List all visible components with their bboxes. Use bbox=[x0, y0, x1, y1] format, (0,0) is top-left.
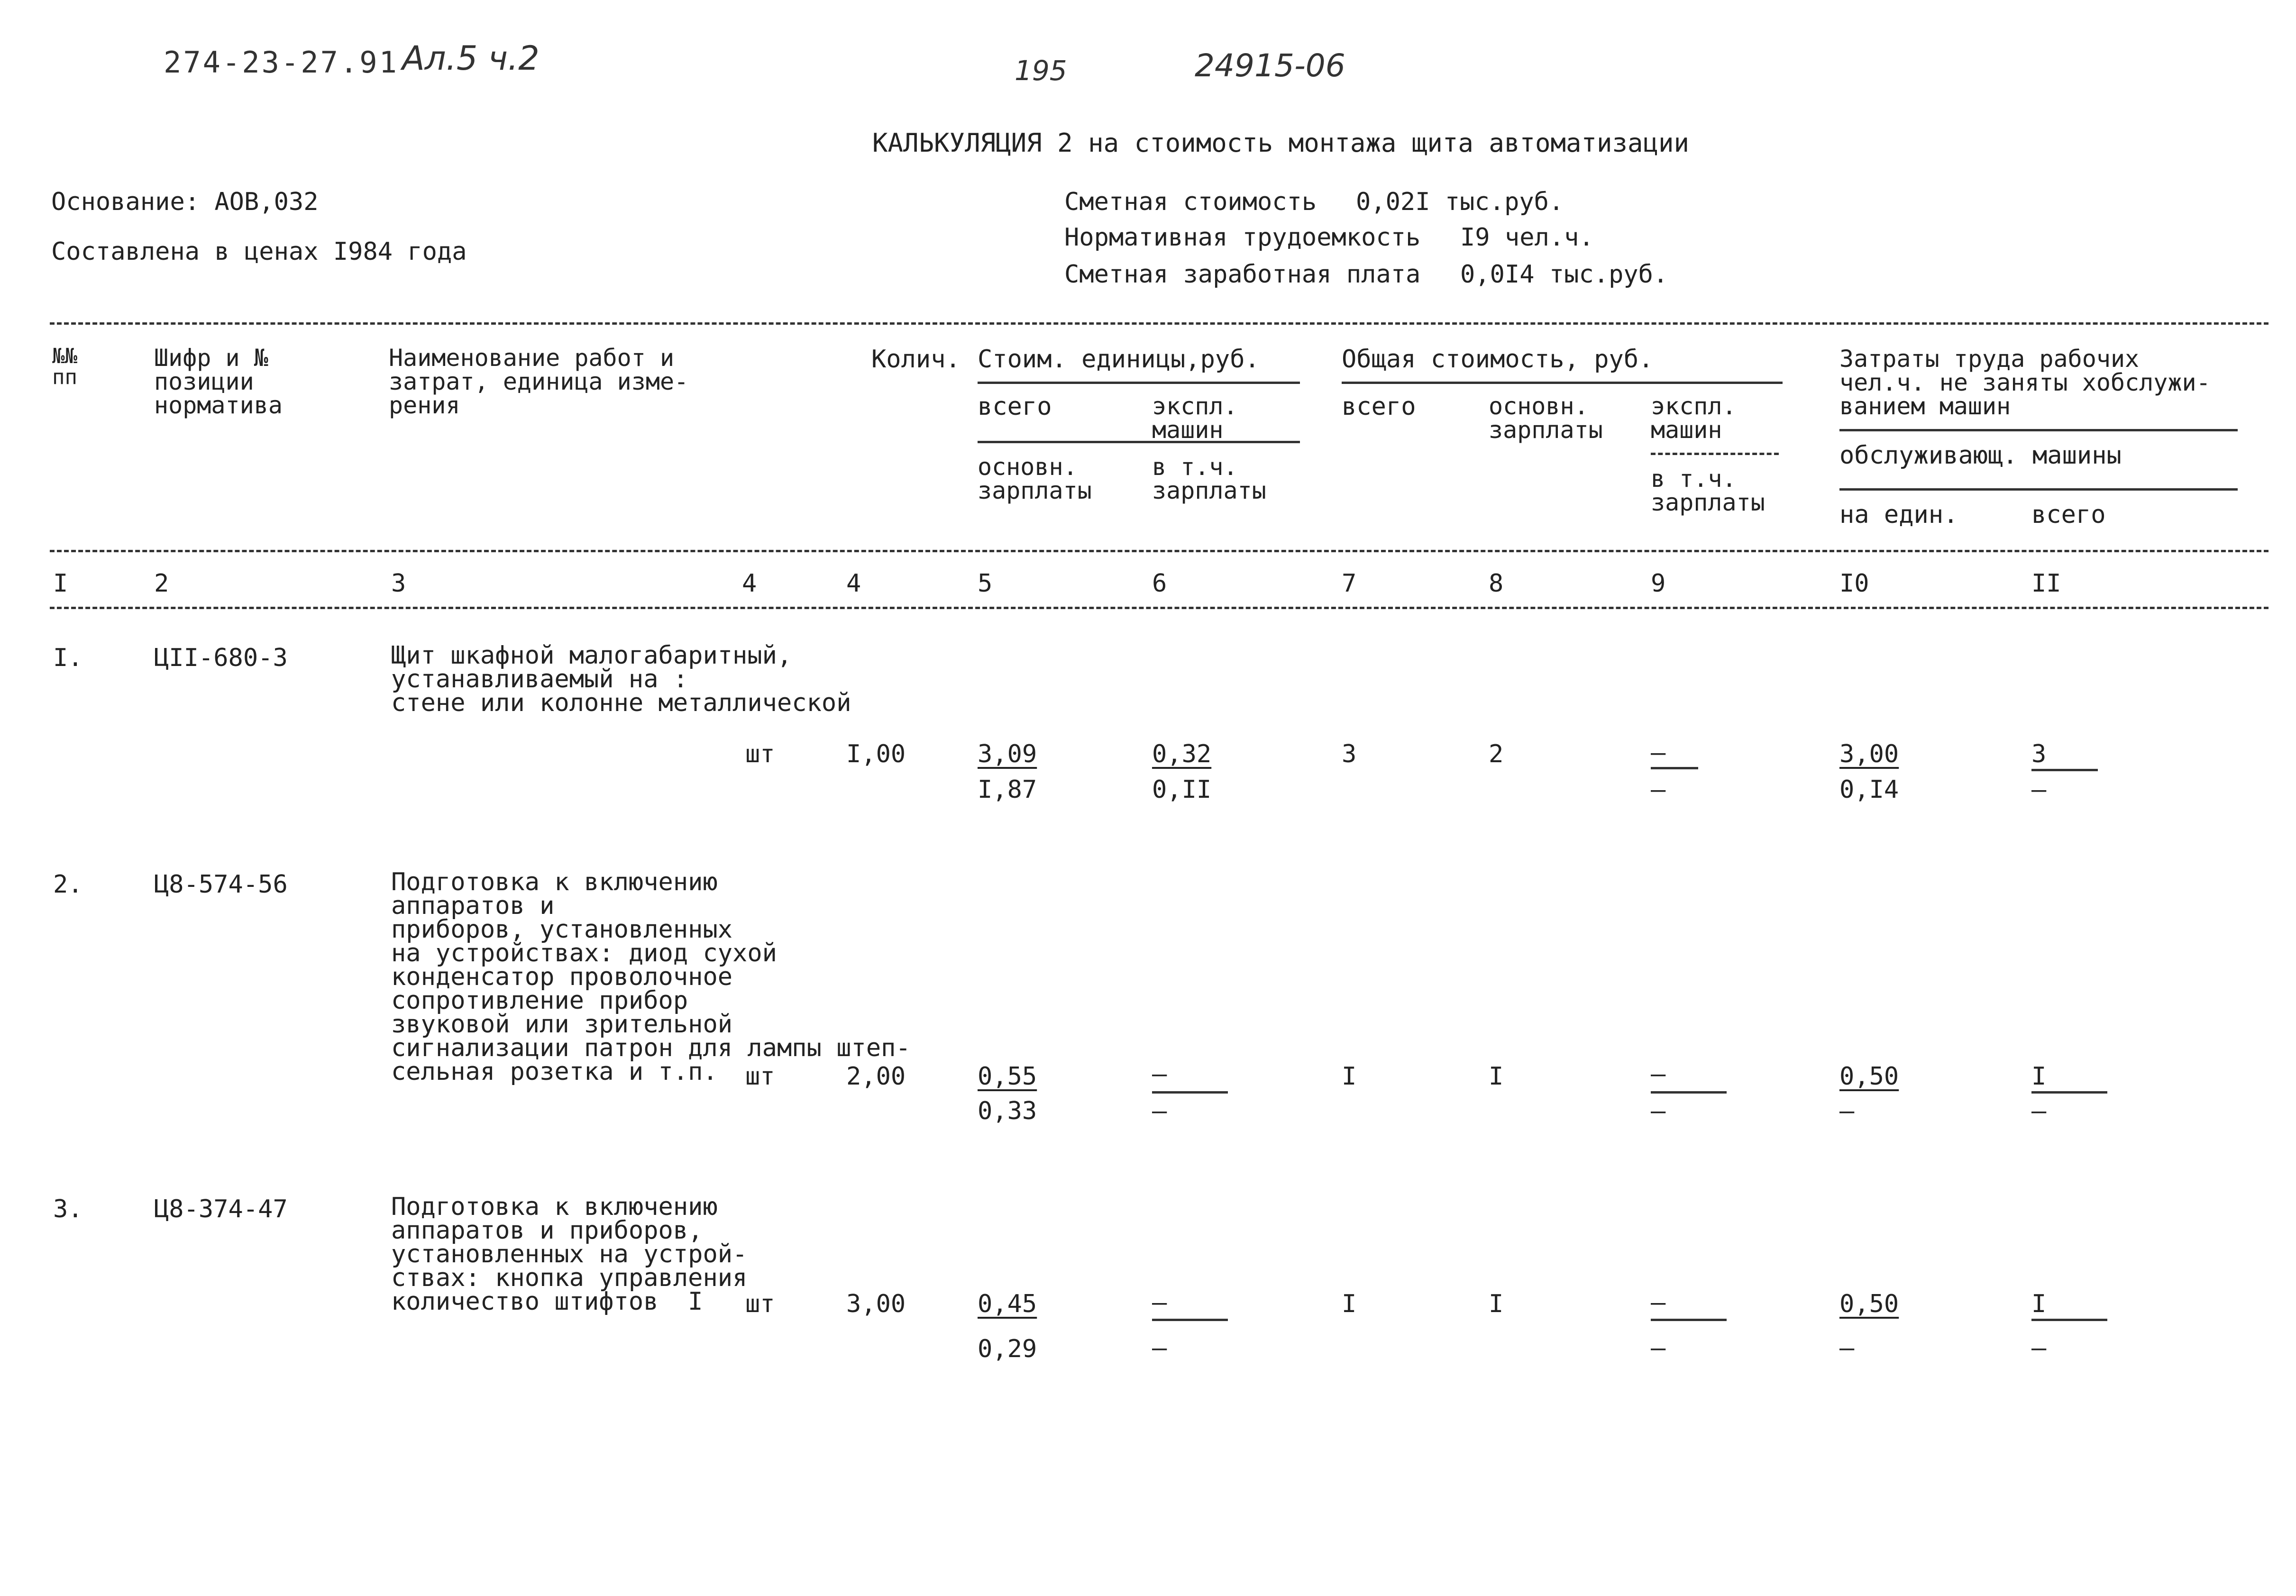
row2-unit-machine-underline bbox=[1152, 1091, 1228, 1094]
row2-total-incl-wage: – bbox=[1651, 1097, 1666, 1125]
row1-unit-incl-wage: 0,II bbox=[1152, 775, 1212, 804]
row1-name: Щит шкафной малогабаритный, устанавливаемый на : стене или колонне металлической bbox=[391, 641, 851, 717]
row2-code: Ц8-574-56 bbox=[154, 870, 288, 899]
row2-unit-wage: 0,33 bbox=[978, 1097, 1037, 1125]
colnum-4a: 4 bbox=[742, 569, 757, 598]
row3-code: Ц8-374-47 bbox=[154, 1195, 288, 1223]
row1-total-total: 3 bbox=[1342, 740, 1357, 768]
row2-num: 2. bbox=[53, 870, 83, 899]
row2-unit-machine: – bbox=[1152, 1060, 1167, 1088]
row3-labor-unit-bottom: – bbox=[1839, 1334, 1855, 1362]
header-labor-total: всего bbox=[2031, 501, 2106, 529]
colnum-10: I0 bbox=[1839, 569, 1869, 598]
row2-labor-total-top: I bbox=[2031, 1062, 2047, 1091]
labor-rule bbox=[1839, 429, 2238, 431]
document-title: КАЛЬКУЛЯЦИЯ 2 на стоимость монтажа щита автоматизации bbox=[872, 128, 1690, 158]
row2-name: Подготовка к включению аппаратов и приборов, установленных на устройствах: диод сухой конденсатор проволочное сопротивление прибор звуковой или зрительной сигнализации патрон для лампы штеп- сельная розетка и т.п. bbox=[391, 868, 911, 1086]
header-unit-cost: Стоим. единицы,руб. bbox=[978, 345, 1260, 374]
row2-qty: 2,00 bbox=[846, 1062, 906, 1091]
row1-labor-unit-bottom: 0,I4 bbox=[1839, 775, 1899, 804]
header-col-code: Шифр и № позиции норматива bbox=[154, 344, 283, 419]
header-bottom-rule bbox=[50, 550, 2269, 552]
row2-total-machine: – bbox=[1651, 1060, 1666, 1088]
row3-total-total: I bbox=[1342, 1290, 1357, 1318]
row3-total-machine-underline bbox=[1651, 1319, 1727, 1321]
colnum-4b: 4 bbox=[846, 569, 861, 598]
doc-code: 274-23-27.91 bbox=[164, 45, 399, 80]
row3-labor-total-top: I bbox=[2031, 1290, 2047, 1318]
row2-labor-total-underline bbox=[2031, 1091, 2107, 1094]
header-total-machine: экспл. машин bbox=[1651, 392, 1737, 444]
row1-unit-machine: 0,32 bbox=[1152, 740, 1212, 768]
row1-code: ЦII-680-3 bbox=[154, 644, 288, 672]
row3-num: 3. bbox=[53, 1195, 83, 1223]
row3-unit-total: 0,45 bbox=[978, 1290, 1037, 1318]
header-unit-total: всего bbox=[978, 392, 1052, 421]
colnum-6: 6 bbox=[1152, 569, 1167, 598]
row3-labor-unit-top: 0,50 bbox=[1839, 1290, 1899, 1318]
estimated-cost-value: 0,02I тыс.руб. bbox=[1356, 188, 1564, 216]
unit-cost-rule-2 bbox=[978, 441, 1300, 443]
row3-unit: шт bbox=[745, 1290, 775, 1318]
row1-num: I. bbox=[53, 644, 83, 672]
colnum-2: 2 bbox=[154, 569, 169, 598]
row2-unit-total: 0,55 bbox=[978, 1062, 1037, 1091]
labor-label: Нормативная трудоемкость bbox=[1064, 223, 1421, 252]
row2-total-total: I bbox=[1342, 1062, 1357, 1091]
row3-labor-total-bottom: – bbox=[2031, 1334, 2047, 1362]
row1-qty: I,00 bbox=[846, 740, 906, 768]
row3-name: Подготовка к включению аппаратов и приборов, установленных на устрой- ствах: кнопка управления количество штифтов I bbox=[391, 1193, 748, 1316]
row3-total-incl-wage: – bbox=[1651, 1334, 1666, 1362]
header-labor-service: обслуживающ. машины bbox=[1839, 441, 2122, 470]
header-unit-wage: основн. зарплаты bbox=[978, 453, 1092, 504]
wage-value: 0,0I4 тыс.руб. bbox=[1460, 260, 1668, 289]
header-total-total: всего bbox=[1342, 392, 1416, 421]
row1-unit: шт bbox=[745, 740, 775, 768]
row2-unit: шт bbox=[745, 1062, 775, 1091]
row2-labor-unit-top: 0,50 bbox=[1839, 1062, 1899, 1091]
header-unit-machine: экспл. машин bbox=[1152, 392, 1238, 444]
row3-qty: 3,00 bbox=[846, 1290, 906, 1318]
prices-line: Составлена в ценах I984 года bbox=[51, 237, 467, 266]
row1-labor-total-bottom: – bbox=[2031, 775, 2047, 804]
colnum-11: II bbox=[2031, 569, 2061, 598]
colnum-5: 5 bbox=[978, 569, 993, 598]
row3-unit-machine-underline bbox=[1152, 1319, 1228, 1321]
row3-unit-incl-wage: – bbox=[1152, 1334, 1167, 1362]
row2-total-machine-underline bbox=[1651, 1091, 1727, 1094]
colnum-bottom-rule bbox=[50, 607, 2269, 609]
header-labor: Затраты труда рабочих чел.ч. не заняты хобслужи- ванием машин bbox=[1839, 345, 2211, 420]
sheet-ref: Ал.5 ч.2 bbox=[402, 39, 540, 78]
header-total-cost: Общая стоимость, руб. bbox=[1342, 345, 1654, 374]
header-total-incl-wage: в т.ч. зарплаты bbox=[1651, 465, 1765, 516]
labor-rule-2 bbox=[1839, 488, 2238, 491]
labor-value: I9 чел.ч. bbox=[1460, 223, 1594, 252]
row3-labor-total-underline bbox=[2031, 1319, 2107, 1321]
row2-total-wage: I bbox=[1489, 1062, 1504, 1091]
row2-labor-total-bottom: – bbox=[2031, 1097, 2047, 1125]
colnum-1: I bbox=[53, 569, 68, 598]
estimated-cost-label: Сметная стоимость bbox=[1064, 188, 1317, 216]
colnum-8: 8 bbox=[1489, 569, 1504, 598]
wage-label: Сметная заработная плата bbox=[1064, 260, 1421, 289]
row1-unit-wage: I,87 bbox=[978, 775, 1037, 804]
row3-unit-wage: 0,29 bbox=[978, 1335, 1037, 1363]
page-number: 195 bbox=[1015, 55, 1067, 87]
total-cost-rule bbox=[1342, 382, 1783, 384]
row1-total-incl-wage: – bbox=[1651, 775, 1666, 804]
unit-cost-rule bbox=[978, 382, 1300, 384]
row1-total-machine-underline bbox=[1651, 767, 1698, 769]
header-col-name: Наименование работ и затрат, единица изме- рения bbox=[389, 344, 689, 419]
row2-unit-incl-wage: – bbox=[1152, 1097, 1167, 1125]
row3-total-machine: – bbox=[1651, 1288, 1666, 1317]
row1-total-machine: – bbox=[1651, 739, 1666, 767]
inventory-number: 24915-06 bbox=[1195, 47, 1345, 84]
header-top-rule bbox=[50, 322, 2269, 325]
row2-labor-unit-bottom: – bbox=[1839, 1097, 1855, 1125]
colnum-9: 9 bbox=[1651, 569, 1666, 598]
row3-total-wage: I bbox=[1489, 1290, 1504, 1318]
header-col-qty: Колич. bbox=[871, 345, 960, 374]
colnum-7: 7 bbox=[1342, 569, 1357, 598]
row1-labor-unit-top: 3,00 bbox=[1839, 740, 1899, 768]
row3-unit-machine: – bbox=[1152, 1288, 1167, 1317]
row1-labor-total-top: 3 bbox=[2031, 740, 2047, 768]
header-col-num: №№ пп bbox=[52, 344, 77, 389]
basis-line: Основание: АОВ,032 bbox=[51, 188, 319, 216]
total-machine-dash bbox=[1651, 453, 1779, 455]
header-unit-incl-wage: в т.ч. зарплаты bbox=[1152, 453, 1266, 504]
header-labor-unit: на един. bbox=[1839, 501, 1958, 529]
header-total-wage: основн. зарплаты bbox=[1489, 392, 1603, 444]
row1-total-wage: 2 bbox=[1489, 740, 1504, 768]
colnum-3: 3 bbox=[391, 569, 406, 598]
row1-labor-total-underline bbox=[2031, 769, 2098, 771]
row1-unit-total: 3,09 bbox=[978, 740, 1037, 768]
